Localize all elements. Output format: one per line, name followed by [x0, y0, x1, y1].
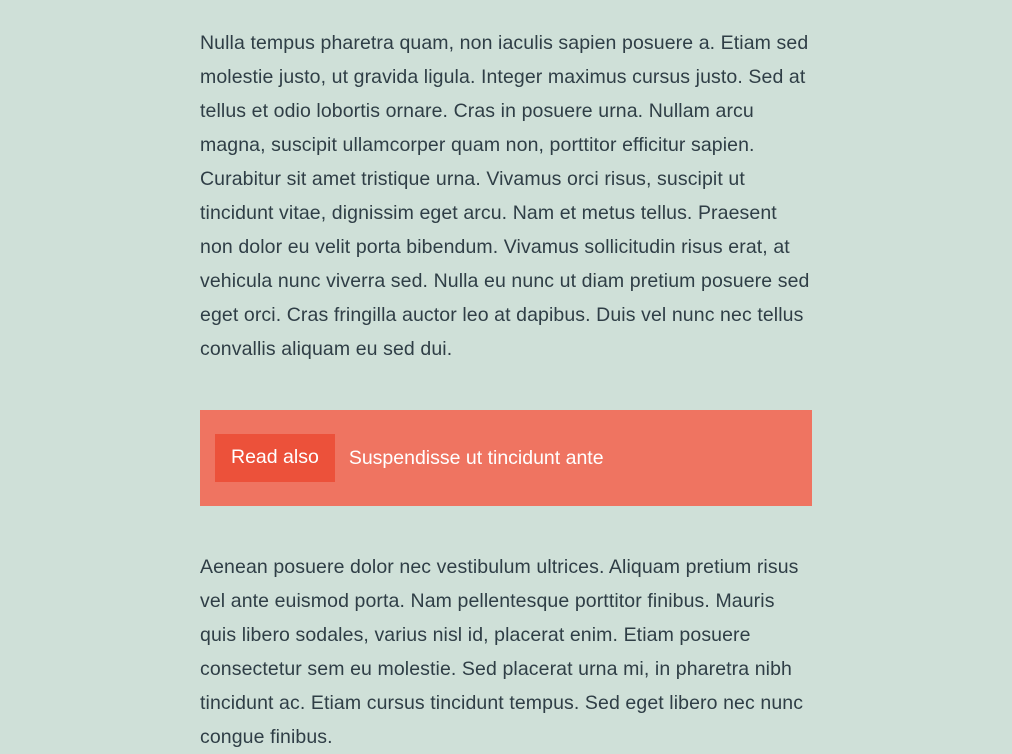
article-content — [200, 0, 812, 754]
read-also-tag: Read also — [215, 434, 335, 483]
paragraph-second: Aenean posuere dolor nec vestibulum ultrices. Aliquam pretium risus vel ante euismod porta. Nam pellentesque porttitor finibus. Mauris quis libero sodales, varius nisl id, placerat enim. Etiam posuere consectetur sem eu molestie. Sed placerat urna mi, in pharetra nibh tincidunt ac. Etiam cursus tincidunt tempus. Sed eget libero nec nunc congue finibus. — [200, 556, 804, 748]
read-also-callout[interactable] — [200, 410, 812, 506]
read-also-link[interactable]: Suspendisse ut tincidunt ante — [348, 446, 604, 469]
paragraph-first: Nulla tempus pharetra quam, non iaculis sapien posuere a. Etiam sed molestie justo, ut gravida ligula. Integer maximus cursus justo. Sed at tellus et odio lobortis ornare. Cras in posuere urna. Nullam arcu magna, suscipit ullamcorper quam non, porttitor efficitur sapien. Curabitur sit amet tristique urna. Vivamus orci risus, suscipit ut tincidunt vitae, dignissim eget arcu. Nam et metus tellus. Praesent non dolor eu velit porta bibendum. Vivamus sollicitudin risus erat, at vehicula nunc viverra sed. Nulla eu nunc ut diam pretium posuere sed eget orci. Cras fringilla auctor leo at dapibus. Duis vel nunc nec tellus convallis aliquam eu sed dui. — [200, 32, 810, 360]
